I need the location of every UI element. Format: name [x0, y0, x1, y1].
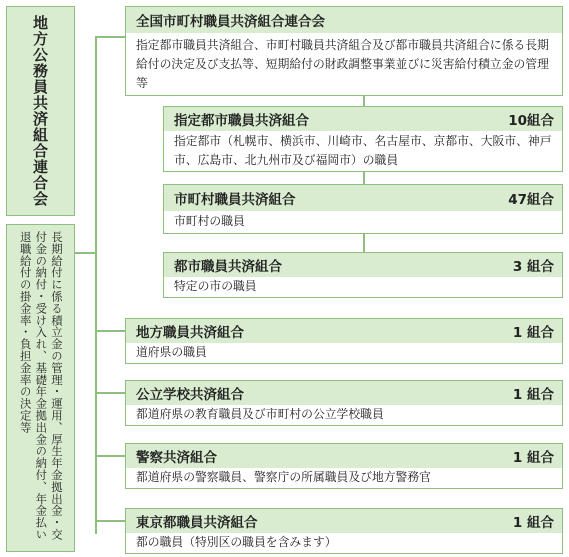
union-desc: 都の職員（特別区の職員を含みます）: [126, 533, 562, 553]
union-header: [126, 444, 562, 468]
connector-federation: [95, 36, 125, 38]
federation-desc: 指定都市職員共済組合、市町村職員共済組合及び都市職員共済組合に係る長期給付の決定及び支払等、短期給付の財政調整事業並びに災害給付積立金の管理等: [126, 33, 562, 95]
union-count: 1 組合: [512, 450, 554, 466]
sub-union-desc: 指定都市（札幌市、横浜市、川崎市、名古屋市、京都市、大阪市、神戸市、広島市、北九州市及び福岡市）の職員: [164, 131, 562, 171]
union-desc: 道府県の職員: [126, 343, 562, 363]
sub-union-box: [163, 106, 563, 172]
sub-union-count: 47組合: [508, 192, 554, 208]
union-box: [125, 443, 563, 489]
sub-union-count: 3 組合: [512, 259, 554, 275]
union-desc: 都道府県の教育職員及び市町村の公立学校職員: [126, 405, 562, 425]
union-name: 公立学校共済組合: [136, 387, 244, 403]
sub-union-box: [163, 184, 563, 234]
union-count: 1 組合: [512, 325, 554, 341]
sub-union-name: 指定都市職員共済組合: [174, 113, 309, 129]
trunk-line: [95, 36, 97, 534]
sub-union-name: 都市職員共済組合: [174, 259, 282, 275]
union-name: 警察共済組合: [136, 450, 217, 466]
union-header: [126, 381, 562, 405]
sub-union-header: [164, 253, 562, 277]
sub-union-desc: 市町村の職員: [164, 211, 562, 233]
union-name: 地方職員共済組合: [136, 325, 244, 341]
sub-union-desc: 特定の市の職員: [164, 277, 562, 297]
connector-union-1: [95, 330, 125, 332]
union-name: 東京都職員共済組合: [136, 515, 258, 531]
sub-union-name: 市町村職員共済組合: [174, 192, 296, 208]
left-title-box: [6, 6, 75, 216]
connector-union-2: [95, 392, 125, 394]
union-box: [125, 380, 563, 426]
union-header: [126, 319, 562, 343]
left-connector-line: [75, 252, 97, 254]
sub-union-count: 10組合: [508, 113, 554, 129]
union-header: [126, 509, 562, 533]
left-description: 長期給付に係る積立金の管理・運用、厚生年金拠出金・交付金の納付・受け入れ、基礎年金拠出金の納付、年金払い退職給付の掛金率・負担金率の決定等: [18, 231, 64, 541]
connector-union-3: [95, 455, 125, 457]
union-box: [125, 508, 563, 554]
federation-header: [126, 7, 562, 33]
sub-union-box: [163, 252, 563, 298]
sub-connector-3: [363, 234, 365, 252]
sub-union-header: [164, 107, 562, 131]
federation-name: 全国市町村職員共済組合連合会: [136, 14, 325, 30]
union-count: 1 組合: [512, 515, 554, 531]
connector-union-4: [95, 520, 125, 522]
left-description-box: [6, 224, 75, 552]
sub-connector-2: [363, 172, 365, 184]
sub-connector-1: [363, 96, 365, 106]
union-desc: 都道府県の警察職員、警察庁の所属職員及び地方警務官: [126, 468, 562, 488]
union-count: 1 組合: [512, 387, 554, 403]
left-title: 地方公務員共済組合連合会: [31, 15, 49, 207]
sub-union-header: [164, 185, 562, 211]
union-box: [125, 318, 563, 364]
federation-box: [125, 6, 563, 96]
